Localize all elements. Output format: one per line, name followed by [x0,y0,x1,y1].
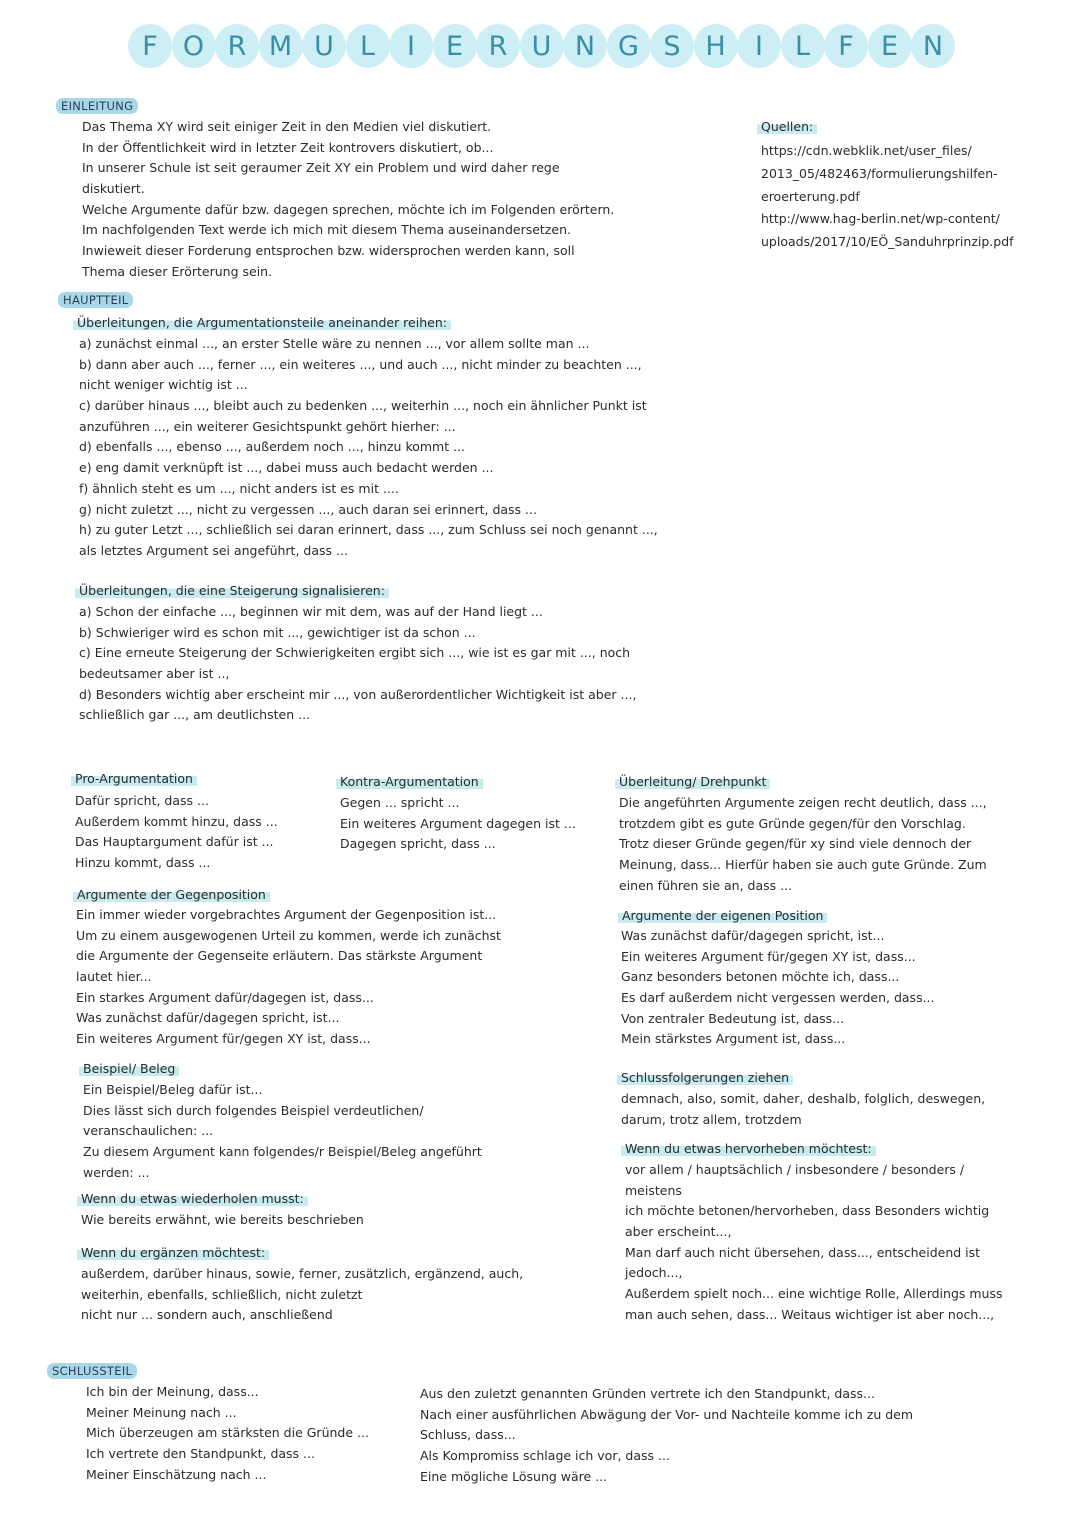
text-line: b) Schwieriger wird es schon mit ..., gewichtiger ist da schon ... [79,624,476,640]
text-line: man auch sehen, dass... Weitaus wichtiger ist aber noch..., [625,1306,995,1322]
text-line: Trotz dieser Gründe gegen/für xy sind viele dennoch der [619,836,972,852]
text-line: aber erscheint..., [625,1224,732,1240]
text-line: b) dann aber auch ..., ferner ..., ein weiteres ..., und auch ..., nicht minder zu beachten ..., [79,356,642,372]
text-line: Wie bereits erwähnt, wie bereits beschrieben [81,1212,364,1227]
quellen-links [761,140,1014,254]
title-letter: L [781,24,825,68]
text-line: anzuführen ..., ein weiterer Gesichtspunkt gehört hierher: ... [79,418,456,434]
text-line: Außerdem spielt noch... eine wichtige Rolle, Allerdings muss [625,1286,1003,1302]
text-line: veranschaulichen: ... [83,1123,214,1139]
text-line: Inwieweit dieser Forderung entsprochen bzw. widersprochen werden kann, soll [82,243,575,259]
text-line: Man darf auch nicht übersehen, dass..., entscheidend ist [625,1244,981,1260]
steigerung-text [79,602,636,726]
text-line: Schluss, dass... [420,1427,516,1443]
title-letter: S [650,24,694,68]
ergaenzen-heading: Wenn du ergänzen möchtest: [77,1245,269,1260]
text-line: https://cdn.webklik.net/user_files/ [761,143,972,158]
text-line: als letztes Argument sei angeführt, dass ... [79,542,348,558]
title-letter: I [737,24,781,68]
text-line: Ein weiteres Argument dagegen ist ... [340,815,576,831]
kontra-heading: Kontra-Argumentation [336,774,483,789]
pro-text [75,791,278,874]
title-letter: H [694,24,738,68]
text-line: eroerterung.pdf [761,188,860,204]
title-letter: I [389,24,433,68]
text-line: Meiner Einschätzung nach ... [86,1466,267,1482]
title-letter: F [128,24,172,68]
text-line: http://www.hag-berlin.net/wp-content/ [761,211,1000,227]
eigene-heading: Argumente der eigenen Position [618,908,827,923]
text-line: Meiner Meinung nach ... [86,1404,237,1420]
hervorheben-heading: Wenn du etwas hervorheben möchtest: [621,1141,876,1156]
title-letter: R [476,24,520,68]
steigerung-heading: Überleitungen, die eine Steigerung signalisieren: [75,583,389,598]
text-line: Die angeführten Argumente zeigen recht deutlich, dass ..., [619,795,987,810]
schlussteil-badge: SCHLUSSTEIL [47,1363,137,1379]
text-line: meistens [625,1182,682,1198]
text-line: Hinzu kommt, dass ... [75,855,211,871]
text-line: Dagegen spricht, dass ... [340,836,496,852]
text-line: ich möchte betonen/hervorheben, dass Besonders wichtig [625,1203,990,1219]
text-line: Mein stärkstes Argument ist, dass... [621,1031,846,1047]
quellen-heading: Quellen: [757,119,817,134]
beispiel-heading: Beispiel/ Beleg [79,1061,179,1076]
text-line: Ich bin der Meinung, dass... [86,1384,259,1399]
drehpunkt-text [619,793,987,896]
title-letter: G [607,24,651,68]
text-line: Ein weiteres Argument für/gegen XY ist, dass... [76,1031,371,1047]
text-line: c) darüber hinaus ..., bleibt auch zu bedenken ..., weiterhin ..., noch ein ähnlicher Punkt ist [79,398,647,414]
text-line: Außerdem kommt hinzu, dass ... [75,813,278,829]
text-line: darum, trotz allem, trotzdem [621,1111,802,1127]
text-line: Gegen ... spricht ... [340,795,460,810]
eigene-text [621,926,935,1050]
text-line: Es darf außerdem nicht vergessen werden, dass... [621,990,935,1006]
text-line: d) ebenfalls ..., ebenso ..., außerdem noch ..., hinzu kommt ... [79,439,466,455]
text-line: a) zunächst einmal ..., an erster Stelle wäre zu nennen ..., vor allem sollte man ... [79,336,590,351]
text-line: Das Thema XY wird seit einiger Zeit in den Medien viel diskutiert. [82,119,492,134]
text-line: Meinung, dass... Hierfür haben sie auch gute Gründe. Zum [619,857,987,873]
gegenposition-text [76,905,501,1050]
text-line: Welche Argumente dafür bzw. dagegen sprechen, möchte ich im Folgenden erörtern. [82,201,615,217]
text-line: f) ähnlich steht es um ..., nicht anders ist es mit .... [79,480,399,496]
text-line: Ich vertrete den Standpunkt, dass ... [86,1446,315,1462]
text-line: Ein starkes Argument dafür/dagegen ist, dass... [76,989,374,1005]
text-line: Nach einer ausführlichen Abwägung der Vor- und Nachteile komme ich zu dem [420,1406,914,1422]
text-line: 2013_05/482463/formulierungshilfen- [761,165,998,181]
text-line: bedeutsamer aber ist .., [79,666,230,682]
text-line: Im nachfolgenden Text werde ich mich mit diesem Thema auseinandersetzen. [82,222,571,238]
schlussfolgerungen-heading: Schlussfolgerungen ziehen [617,1070,793,1085]
wiederholen-heading: Wenn du etwas wiederholen musst: [77,1191,308,1206]
text-line: d) Besonders wichtig aber erscheint mir ..., von außerordentlicher Wichtigkeit ist aber ..., [79,686,637,702]
text-line: diskutiert. [82,181,145,197]
drehpunkt-heading: Überleitung/ Drehpunkt [615,774,770,789]
text-line: trotzdem gibt es gute Gründe gegen/für den Vorschlag. [619,815,966,831]
text-line: Ein weiteres Argument für/gegen XY ist, dass... [621,948,916,964]
text-line: Aus den zuletzt genannten Gründen vertrete ich den Standpunkt, dass... [420,1386,875,1401]
title-letter: R [215,24,259,68]
text-line: Mich überzeugen am stärksten die Gründe ... [86,1425,369,1441]
einleitung-badge: EINLEITUNG [56,98,138,114]
reihen-heading: Überleitungen, die Argumentationsteile aneinander reihen: [73,315,451,330]
text-line: Ganz besonders betonen möchte ich, dass... [621,969,900,985]
text-line: Ein Beispiel/Beleg dafür ist... [83,1082,263,1097]
text-line: demnach, also, somit, daher, deshalb, folglich, deswegen, [621,1091,986,1106]
text-line: die Argumente der Gegenseite erläutern. Das stärkste Argument [76,948,483,964]
text-line: e) eng damit verknüpft ist ..., dabei muss auch bedacht werden ... [79,460,494,476]
schlussteil-left-text [86,1382,369,1485]
title-letter: U [302,24,346,68]
text-line: Thema dieser Erörterung sein. [82,263,273,279]
hauptteil-badge: HAUPTTEIL [58,292,133,308]
text-line: Zu diesem Argument kann folgendes/r Beispiel/Beleg angeführt [83,1144,482,1160]
text-line: Eine mögliche Lösung wäre ... [420,1468,608,1484]
text-line: Dafür spricht, dass ... [75,793,209,808]
text-line: Was zunächst dafür/dagegen spricht, ist... [621,928,885,943]
text-line: jedoch..., [625,1265,683,1281]
title-letter: N [911,24,955,68]
text-line: g) nicht zuletzt ..., nicht zu vergessen ..., auch daran sei erinnert, dass ... [79,501,537,517]
title-letter: O [172,24,216,68]
text-line: uploads/2017/10/EÖ_Sanduhrprinzip.pdf [761,234,1014,250]
text-line: Was zunächst dafür/dagegen spricht, ist... [76,1010,340,1026]
reihen-text [79,334,658,562]
text-line: h) zu guter Letzt ..., schließlich sei daran erinnert, dass ..., zum Schluss sei noch genannt ..., [79,522,658,538]
text-line: nicht weniger wichtig ist ... [79,377,248,393]
text-line: lautet hier... [76,969,152,985]
wiederholen-text [81,1210,364,1231]
einleitung-text [82,117,614,283]
gegenposition-heading: Argumente der Gegenposition [73,887,270,902]
title-letter: N [563,24,607,68]
text-line: In der Öffentlichkeit wird in letzter Zeit kontrovers diskutiert, ob... [82,139,494,155]
text-line: c) Eine erneute Steigerung der Schwierigkeiten ergibt sich ..., wie ist es gar mit ..., noch [79,645,631,661]
hervorheben-text [625,1160,1003,1326]
title-letter: U [520,24,564,68]
text-line: Um zu einem ausgewogenen Urteil zu kommen, werde ich zunächst [76,927,501,943]
schlussfolgerungen-text [621,1089,985,1130]
ergaenzen-text [81,1264,523,1326]
text-line: Dies lässt sich durch folgendes Beispiel verdeutlichen/ [83,1102,424,1118]
text-line: a) Schon der einfache ..., beginnen wir mit dem, was auf der Hand liegt ... [79,604,543,619]
title-letter: F [824,24,868,68]
text-line: einen führen sie an, dass ... [619,877,793,893]
text-line: schließlich gar ..., am deutlichsten ... [79,707,311,723]
text-line: vor allem / hauptsächlich / insbesondere / besonders / [625,1162,965,1177]
text-line: weiterhin, ebenfalls, schließlich, nicht zuletzt [81,1286,363,1302]
beispiel-text [83,1080,482,1183]
text-line: In unserer Schule ist seit geraumer Zeit XY ein Problem und wird daher rege [82,160,560,176]
text-line: Als Kompromiss schlage ich vor, dass ... [420,1448,670,1464]
kontra-text [340,793,576,855]
title-letter: M [259,24,303,68]
title-letter: E [868,24,912,68]
text-line: Von zentraler Bedeutung ist, dass... [621,1010,845,1026]
title-letter: E [433,24,477,68]
text-line: außerdem, darüber hinaus, sowie, ferner, zusätzlich, ergänzend, auch, [81,1266,524,1281]
pro-heading: Pro-Argumentation [71,771,197,786]
text-line: Das Hauptargument dafür ist ... [75,834,274,850]
schlussteil-right-text [420,1384,913,1487]
title-letter: L [346,24,390,68]
text-line: Ein immer wieder vorgebrachtes Argument der Gegenposition ist... [76,907,497,922]
text-line: nicht nur ... sondern auch, anschließend [81,1307,333,1323]
text-line: werden: ... [83,1164,150,1180]
